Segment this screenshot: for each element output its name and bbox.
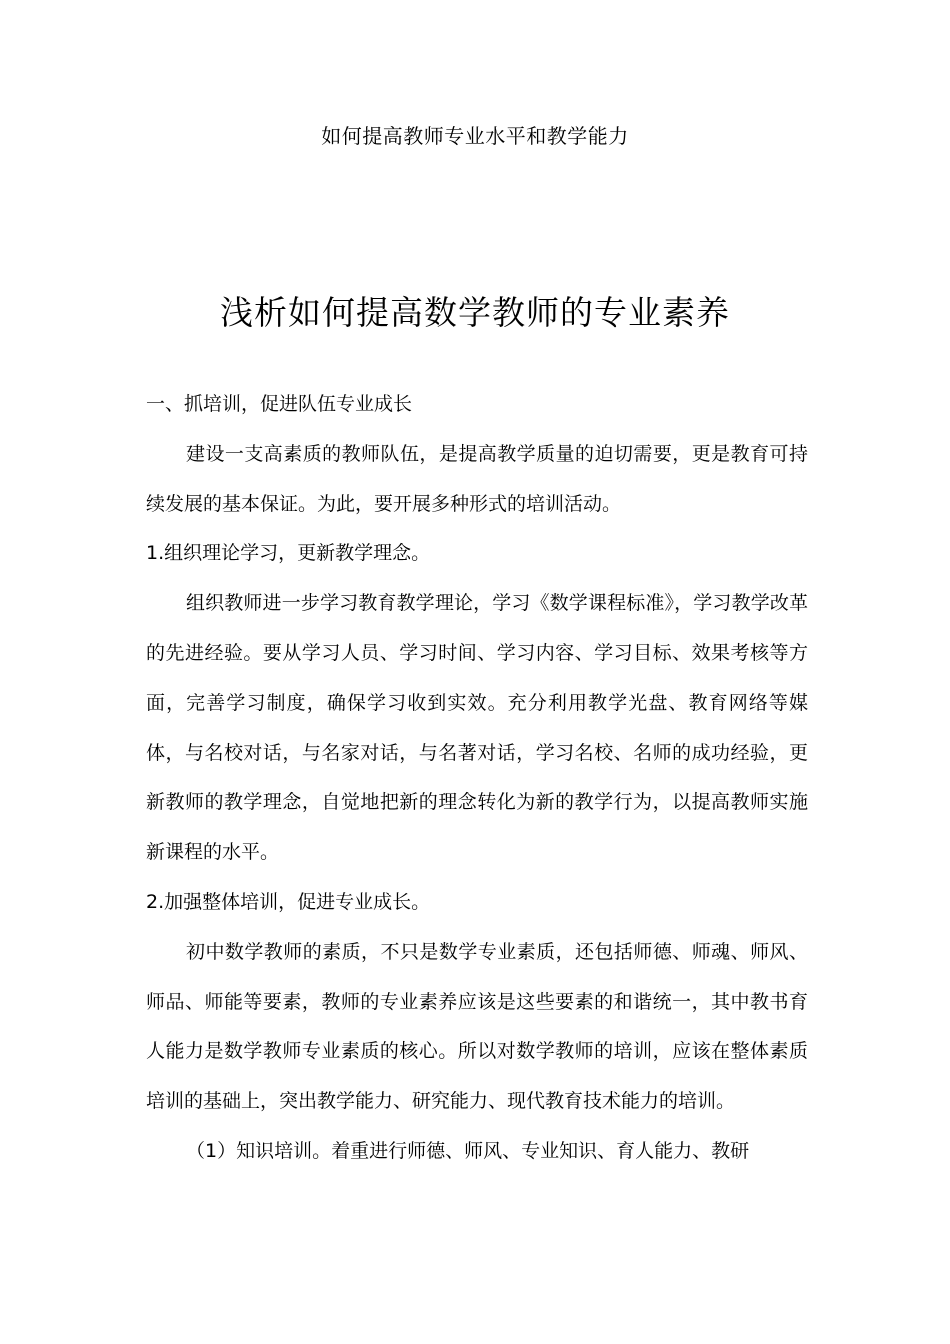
item-2-heading: 2.加强整体培训，促进专业成长。 — [146, 890, 431, 913]
intro-paragraph: 建设一支高素质的教师队伍，是提高教学质量的迫切需要，更是教育可持续发展的基本保证。为此，要开展多种形式的培训活动。 — [146, 442, 808, 515]
item-2-paragraph: 初中数学教师的素质，不只是数学专业素质，还包括师德、师魂、师风、师品、师能等要素，教师的专业素养应该是这些要素的和谐统一，其中教书育人能力是数学教师专业素质的核心。所以对数学教师的培训，应该在整体素质培训的基础上，突出教学能力、研究能力、现代教育技术能力的培训。 — [146, 940, 808, 1113]
document-body — [146, 380, 808, 1177]
item-1-heading: 1.组织理论学习，更新教学理念。 — [146, 542, 431, 565]
header-title: 如何提高教师专业水平和教学能力 — [321, 124, 629, 148]
section-1-heading: 一、抓培训，促进队伍专业成长 — [146, 393, 413, 415]
document-title: 浅析如何提高数学教师的专业素养 — [220, 293, 730, 332]
item-1-paragraph: 组织教师进一步学习教育教学理论，学习《数学课程标准》，学习教学改革的先进经验。要从学习人员、学习时间、学习内容、学习目标、效果考核等方面，完善学习制度，确保学习收到实效。充分利用教学光盘、教育网络等媒体，与名校对话，与名家对话，与名著对话，学习名校、名师的成功经验，更新教师的教学理念，自觉地把新的理念转化为新的教学行为，以提高教师实施新课程的水平。 — [146, 592, 808, 864]
item-2-sub-1-paragraph: （1）知识培训。着重进行师德、师风、专业知识、育人能力、教研 — [186, 1139, 750, 1162]
